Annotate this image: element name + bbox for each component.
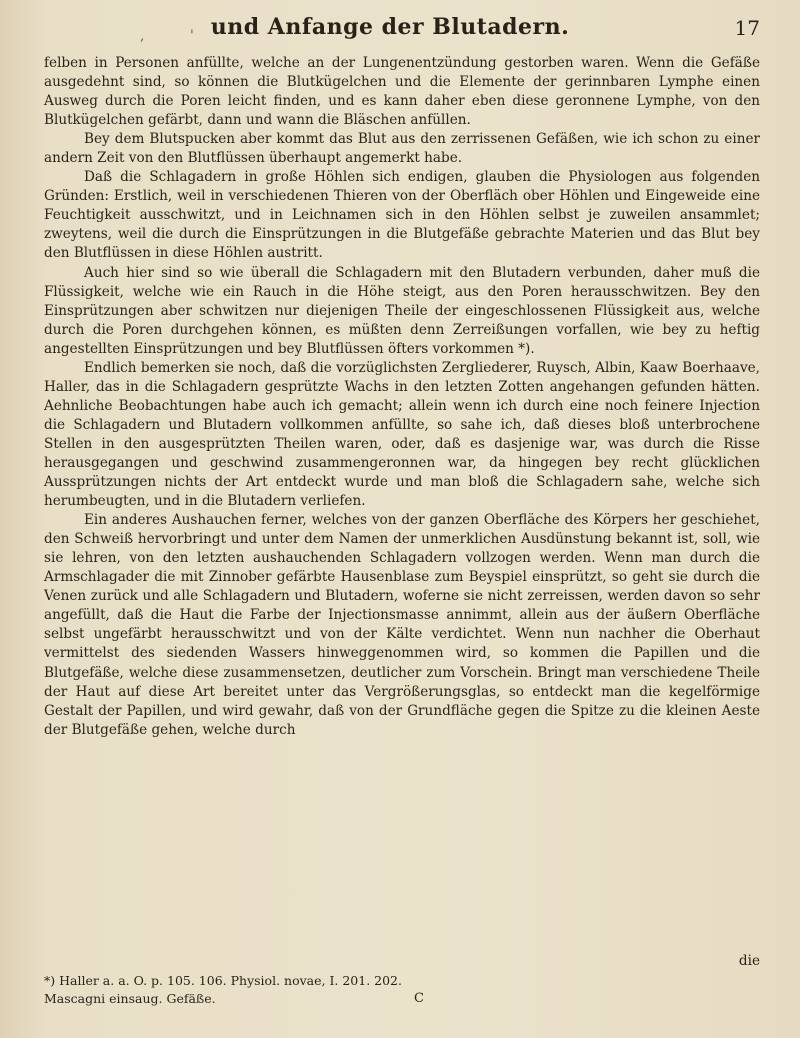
paragraph: Daß die Schlagadern in große Höhlen sich endigen, glauben die Physiologen aus folgenden Gründen: Erstlich, weil in verschiedenen Thieren von der Oberfläch ober Höhlen und Eingeweide eine Feuchtigkeit ausschwitzt, und in Leichnamen sich in den Höhlen selbst je zuweilen ansammlet; zweytens, weil die durch die Einsprützungen in die Blutgefäße gebrachte Materien und das Blut bey den Blutflüssen in diese Höhlen austritt. xyxy=(44,169,760,262)
header-mid-mark: ' xyxy=(190,28,194,44)
signature-mark: C xyxy=(414,991,424,1006)
paragraph: Ein anderes Aushauchen ferner, welches von der ganzen Oberfläche des Körpers her geschiehet, den Schweiß hervorbringt und unter dem Namen der unmerklichen Ausdünstung bekannt ist, soll, wie sie lehren, von den letzten aushauchenden Schlagadern vollzogen werden. Wenn man durch die Armschlagader die mit Zinnober gefärbte Hausenblase zum Beyspiel einsprützt, so geht sie durch die Venen zurück und alle Schlagadern und Blutadern, woferne sie nicht zerreissen, werden davon so sehr angefüllt, daß die Haut die Farbe der Injectionsmasse annimmt, allein aus der äußern Oberfläche selbst ungefärbt herausschwitzt und von der Kälte verdichtet. Wenn nun nachher die Oberhaut vermittelst des siedenden Wassers hinweggenommen wird, so kommen die Papillen und die Blutgefäße, welche diese zusammensetzen, deutlicher zum Vorschein. Bringt man verschiedene Theile der Haut auf diese Art bereitet unter das Vergrößerungsglas, so entdeckt man die kegelförmige Gestalt der Papillen, und wird gewahr, daß von der Grundfläche gegen die Spitze zu die kleinen Aeste der Blutgefäße gehen, welche durch xyxy=(44,512,760,738)
body-text xyxy=(44,54,760,740)
footnote: *) Haller a. a. O. p. 105. 106. Physiol. novae, I. 201. 202. xyxy=(44,973,402,988)
catchword: die xyxy=(738,953,760,969)
paragraph: felben in Personen anfüllte, welche an der Lungenentzündung gestorben waren. Wenn die Gefäße ausgedehnt sind, so können die Blutkügelchen und die Elemente der gerinnbaren Lymphe einen Ausweg durch die Poren leicht finden, und es kann daher eben diese geronnene Lymphe, von den Blutkügelchen gefärbt, dann und wann die Bläschen anfüllen. xyxy=(44,55,760,129)
paragraph: Auch hier sind so wie überall die Schlagadern mit den Blutadern verbunden, daher muß die Flüssigkeit, welche wie ein Rauch in die Höhe steigt, aus den Poren herausschwitzen. Bey den Einsprützungen aber schwitzen nur diejenigen Theile der eingeschlossenen Flüssigkeit aus, welche durch die Poren durchgehen können, es müßten denn Zerreißungen vorfallen, wie bey zu heftig angestellten Einsprützungen und bey Blutflüssen öfters vorkommen *). xyxy=(44,264,760,357)
page-footer xyxy=(44,953,760,1008)
paragraph: Endlich bemerken sie noch, daß die vorzüglichsten Zergliederer, Ruysch, Albin, Kaaw Boerhaave, Haller, das in die Schlagadern gesprützte Wachs in den letzten Zotten angehangen gefunden hätten. Aehnliche Beobachtungen habe auch ich gemacht; allein wenn ich durch eine noch feinere Injection die Schlagadern und Blutadern vollkommen anfüllte, so sahe ich, daß dieses bloß unterbrochene Stellen in den ausgesprützten Theilen waren, oder, daß es dasjenige war, was durch die Risse herausgegangen und geschwind zusammengeronnen war, da hingegen bey recht glücklichen Aussprützungen nichts der Art entdeckt wurde und man bloß die Schlagadern sahe, welche sich herumbeugten, und in die Blutadern verliefen. xyxy=(44,359,760,510)
page-number: 17 xyxy=(734,16,760,40)
header-left-mark: , xyxy=(140,28,145,44)
page-header xyxy=(60,14,760,44)
signature-line: Mascagni einsaug. Gefäße. xyxy=(44,991,216,1006)
running-title: und Anfange der Blutadern. xyxy=(210,14,570,40)
paragraph: Bey dem Blutspucken aber kommt das Blut aus den zerrissenen Gefäßen, wie ich schon zu einer andern Zeit von den Blutflüssen überhaupt angemerkt habe. xyxy=(44,131,760,167)
